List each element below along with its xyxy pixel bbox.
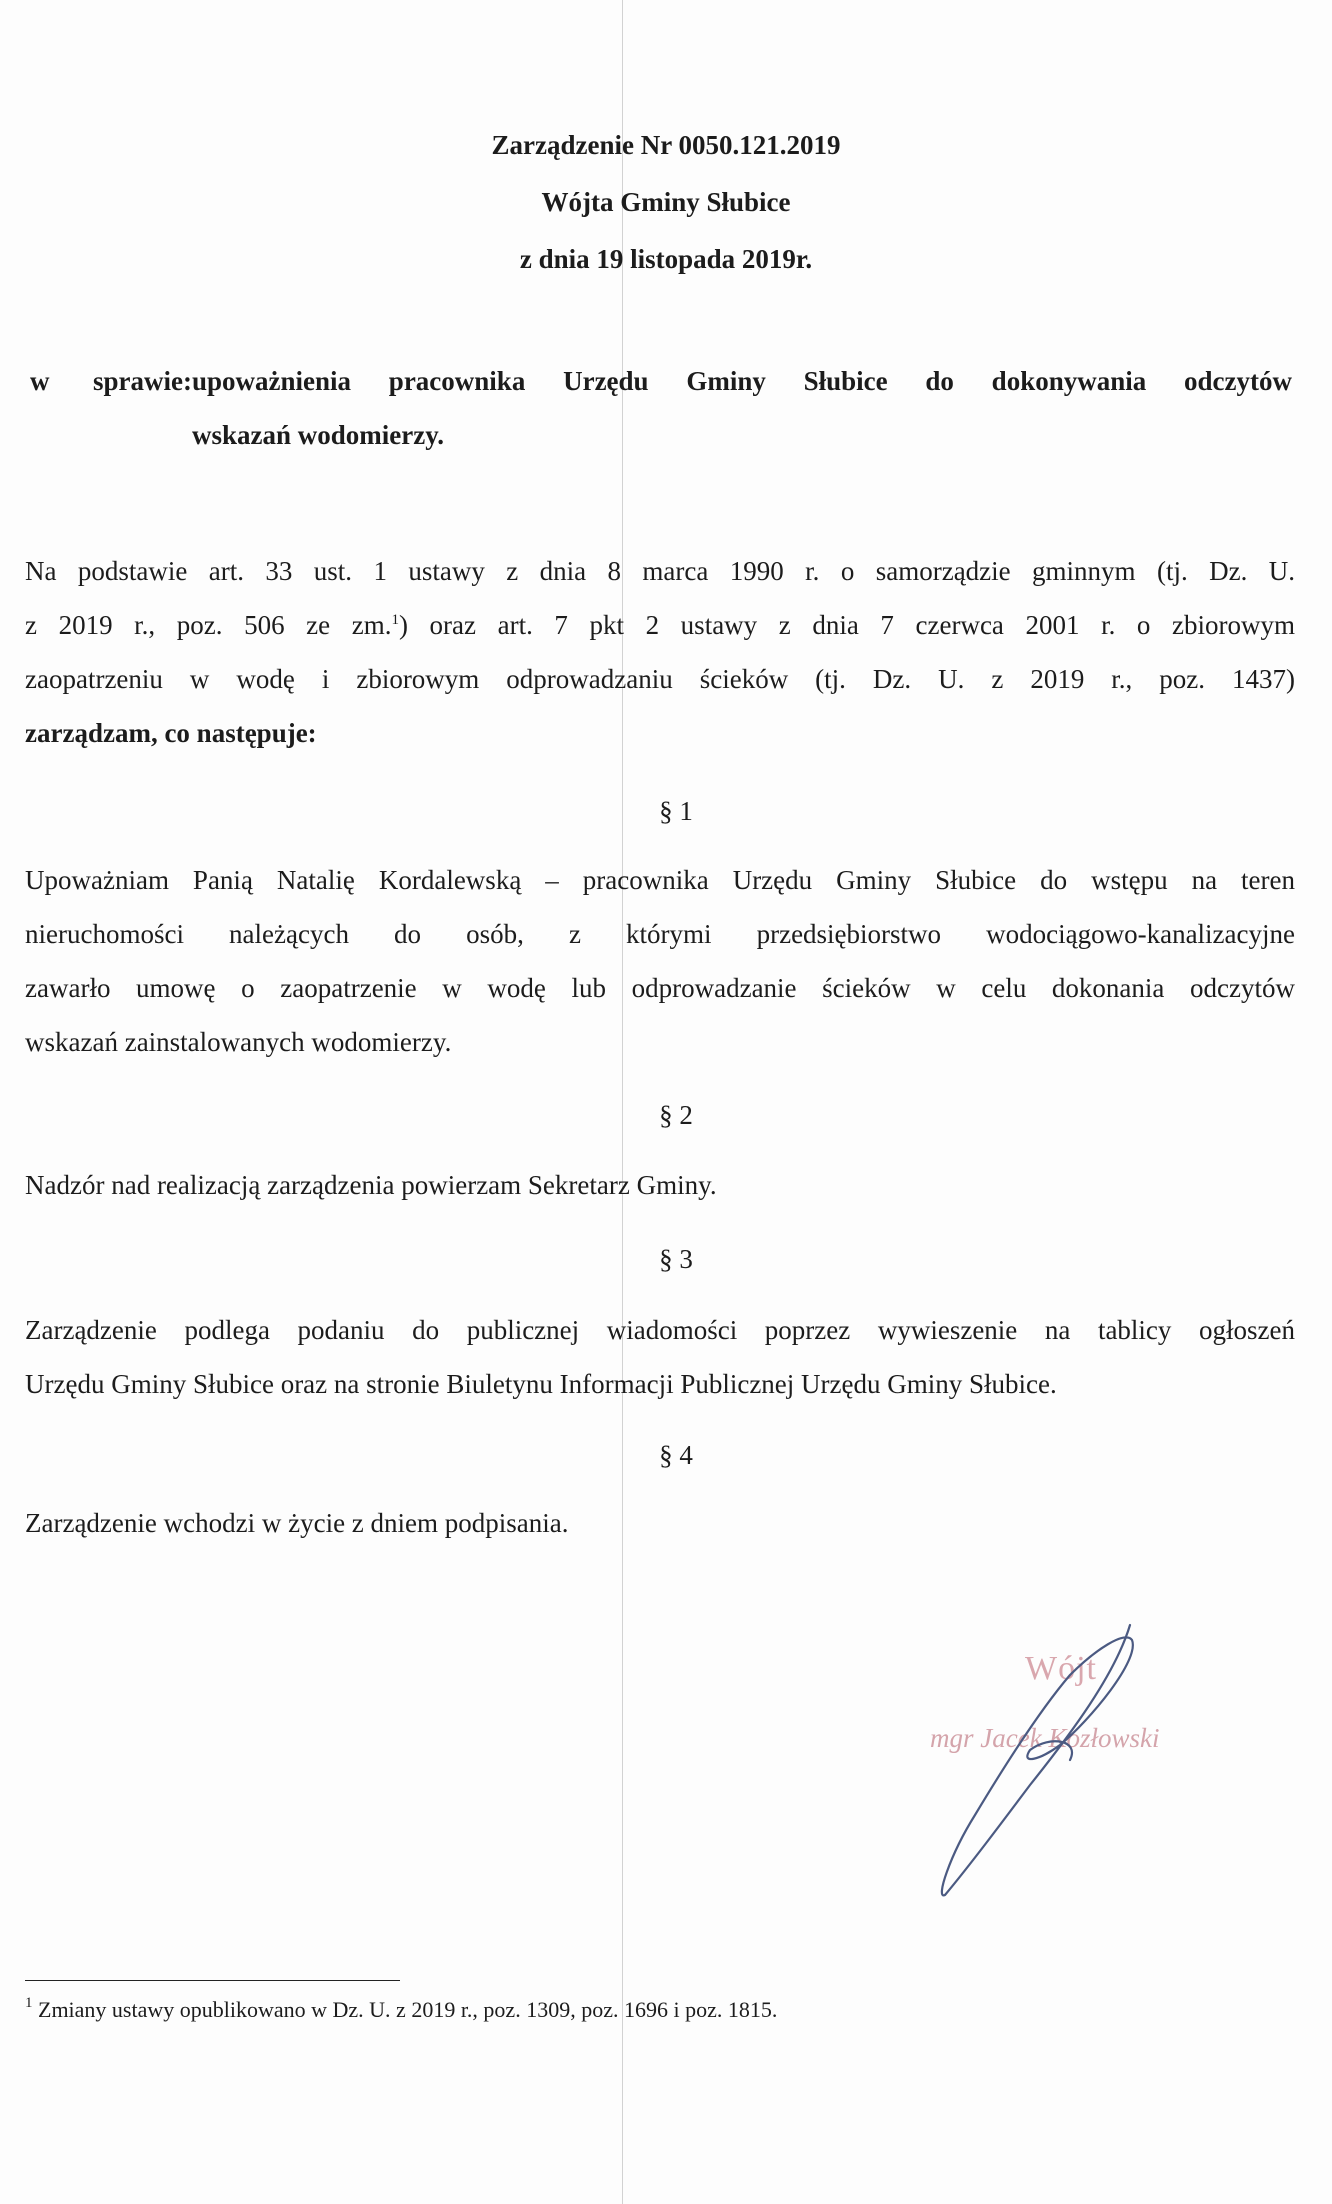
section-1-line-4: wskazań zainstalowanych wodomierzy. (25, 1027, 452, 1057)
section-4-heading (0, 1440, 1332, 1471)
footnote-marker: 1 (25, 1995, 33, 2011)
section-number: 2 (679, 1100, 693, 1130)
basis-line-3: zaopatrzeniu w wodę i zbiorowym odprowadzaniu ścieków (tj. Dz. U. z 2019 r., poz. 1437) (25, 664, 1295, 694)
basis-line-2a: z 2019 r., poz. 506 ze zm. (25, 610, 392, 640)
basis-line-2b: ) oraz art. 7 pkt 2 ustawy z dnia 7 czerwca 2001 r. o zbiorowym (398, 610, 1295, 640)
footnote-divider (25, 1980, 400, 1981)
basis-line-4: zarządzam, co następuje: (25, 718, 317, 748)
section-2-heading (0, 1100, 1332, 1131)
section-3-heading (0, 1244, 1332, 1275)
subject-line-1 (30, 354, 1292, 408)
section-3-line-1: Zarządzenie podlega podaniu do publicznej wiadomości poprzez wywieszenie na tablicy ogłoszeń (25, 1315, 1295, 1345)
subject-block (30, 354, 1292, 462)
stamp-title: Wójt (1025, 1650, 1097, 1687)
basis-line-1: Na podstawie art. 33 ust. 1 ustawy z dnia 8 marca 1990 r. o samorządzie gminnym (tj. Dz. U. (25, 556, 1295, 586)
subject-text-1: upoważnienia pracownika Urzędu Gminy Słubice do dokonywania odczytów (192, 366, 1292, 396)
section-number: 4 (679, 1440, 693, 1470)
footnote-text: Zmiany ustawy opublikowano w Dz. U. z 2019 r., poz. 1309, poz. 1696 i poz. 1815. (38, 1997, 778, 2022)
section-1-line-3: zawarło umowę o zaopatrzenie w wodę lub odprowadzanie ścieków w celu dokonania odczytów (25, 973, 1295, 1003)
footnote (25, 1997, 777, 2023)
section-sign: § (659, 1100, 673, 1130)
subject-line-2: wskazań wodomierzy. (192, 420, 444, 450)
section-number: 3 (679, 1244, 693, 1274)
section-number: 1 (679, 796, 693, 826)
section-1-line-1: Upoważniam Panią Natalię Kordalewską – pracownika Urzędu Gminy Słubice do wstępu na teren (25, 865, 1295, 895)
section-1-heading (0, 796, 1332, 827)
subject-label: w sprawie: (30, 366, 192, 396)
section-sign: § (659, 796, 673, 826)
date-line: z dnia 19 listopada 2019r. (519, 244, 813, 274)
section-3-body (25, 1303, 1295, 1411)
handwritten-signature (920, 1615, 1180, 1905)
stamp-name: mgr Jacek Kozłowski (930, 1723, 1160, 1753)
section-4-body: Zarządzenie wchodzi w życie z dniem podpisania. (25, 1508, 569, 1538)
section-3-line-2: Urzędu Gminy Słubice oraz na stronie Biuletynu Informacji Publicznej Urzędu Gminy Słubice. (25, 1369, 1057, 1399)
footnote-ref: 1 (391, 612, 399, 628)
basis-line-2 (25, 598, 1295, 652)
document-title: Zarządzenie Nr 0050.121.2019 (491, 130, 841, 160)
section-1-line-2: nieruchomości należących do osób, z którymi przedsiębiorstwo wodociągowo-kanalizacyjne (25, 919, 1295, 949)
section-sign: § (659, 1244, 673, 1274)
section-sign: § (659, 1440, 673, 1470)
section-1-body (25, 853, 1295, 1069)
legal-basis-paragraph (25, 544, 1295, 760)
issuer-line: Wójta Gminy Słubice (541, 187, 791, 217)
section-2-body: Nadzór nad realizacją zarządzenia powierzam Sekretarz Gminy. (25, 1170, 717, 1200)
